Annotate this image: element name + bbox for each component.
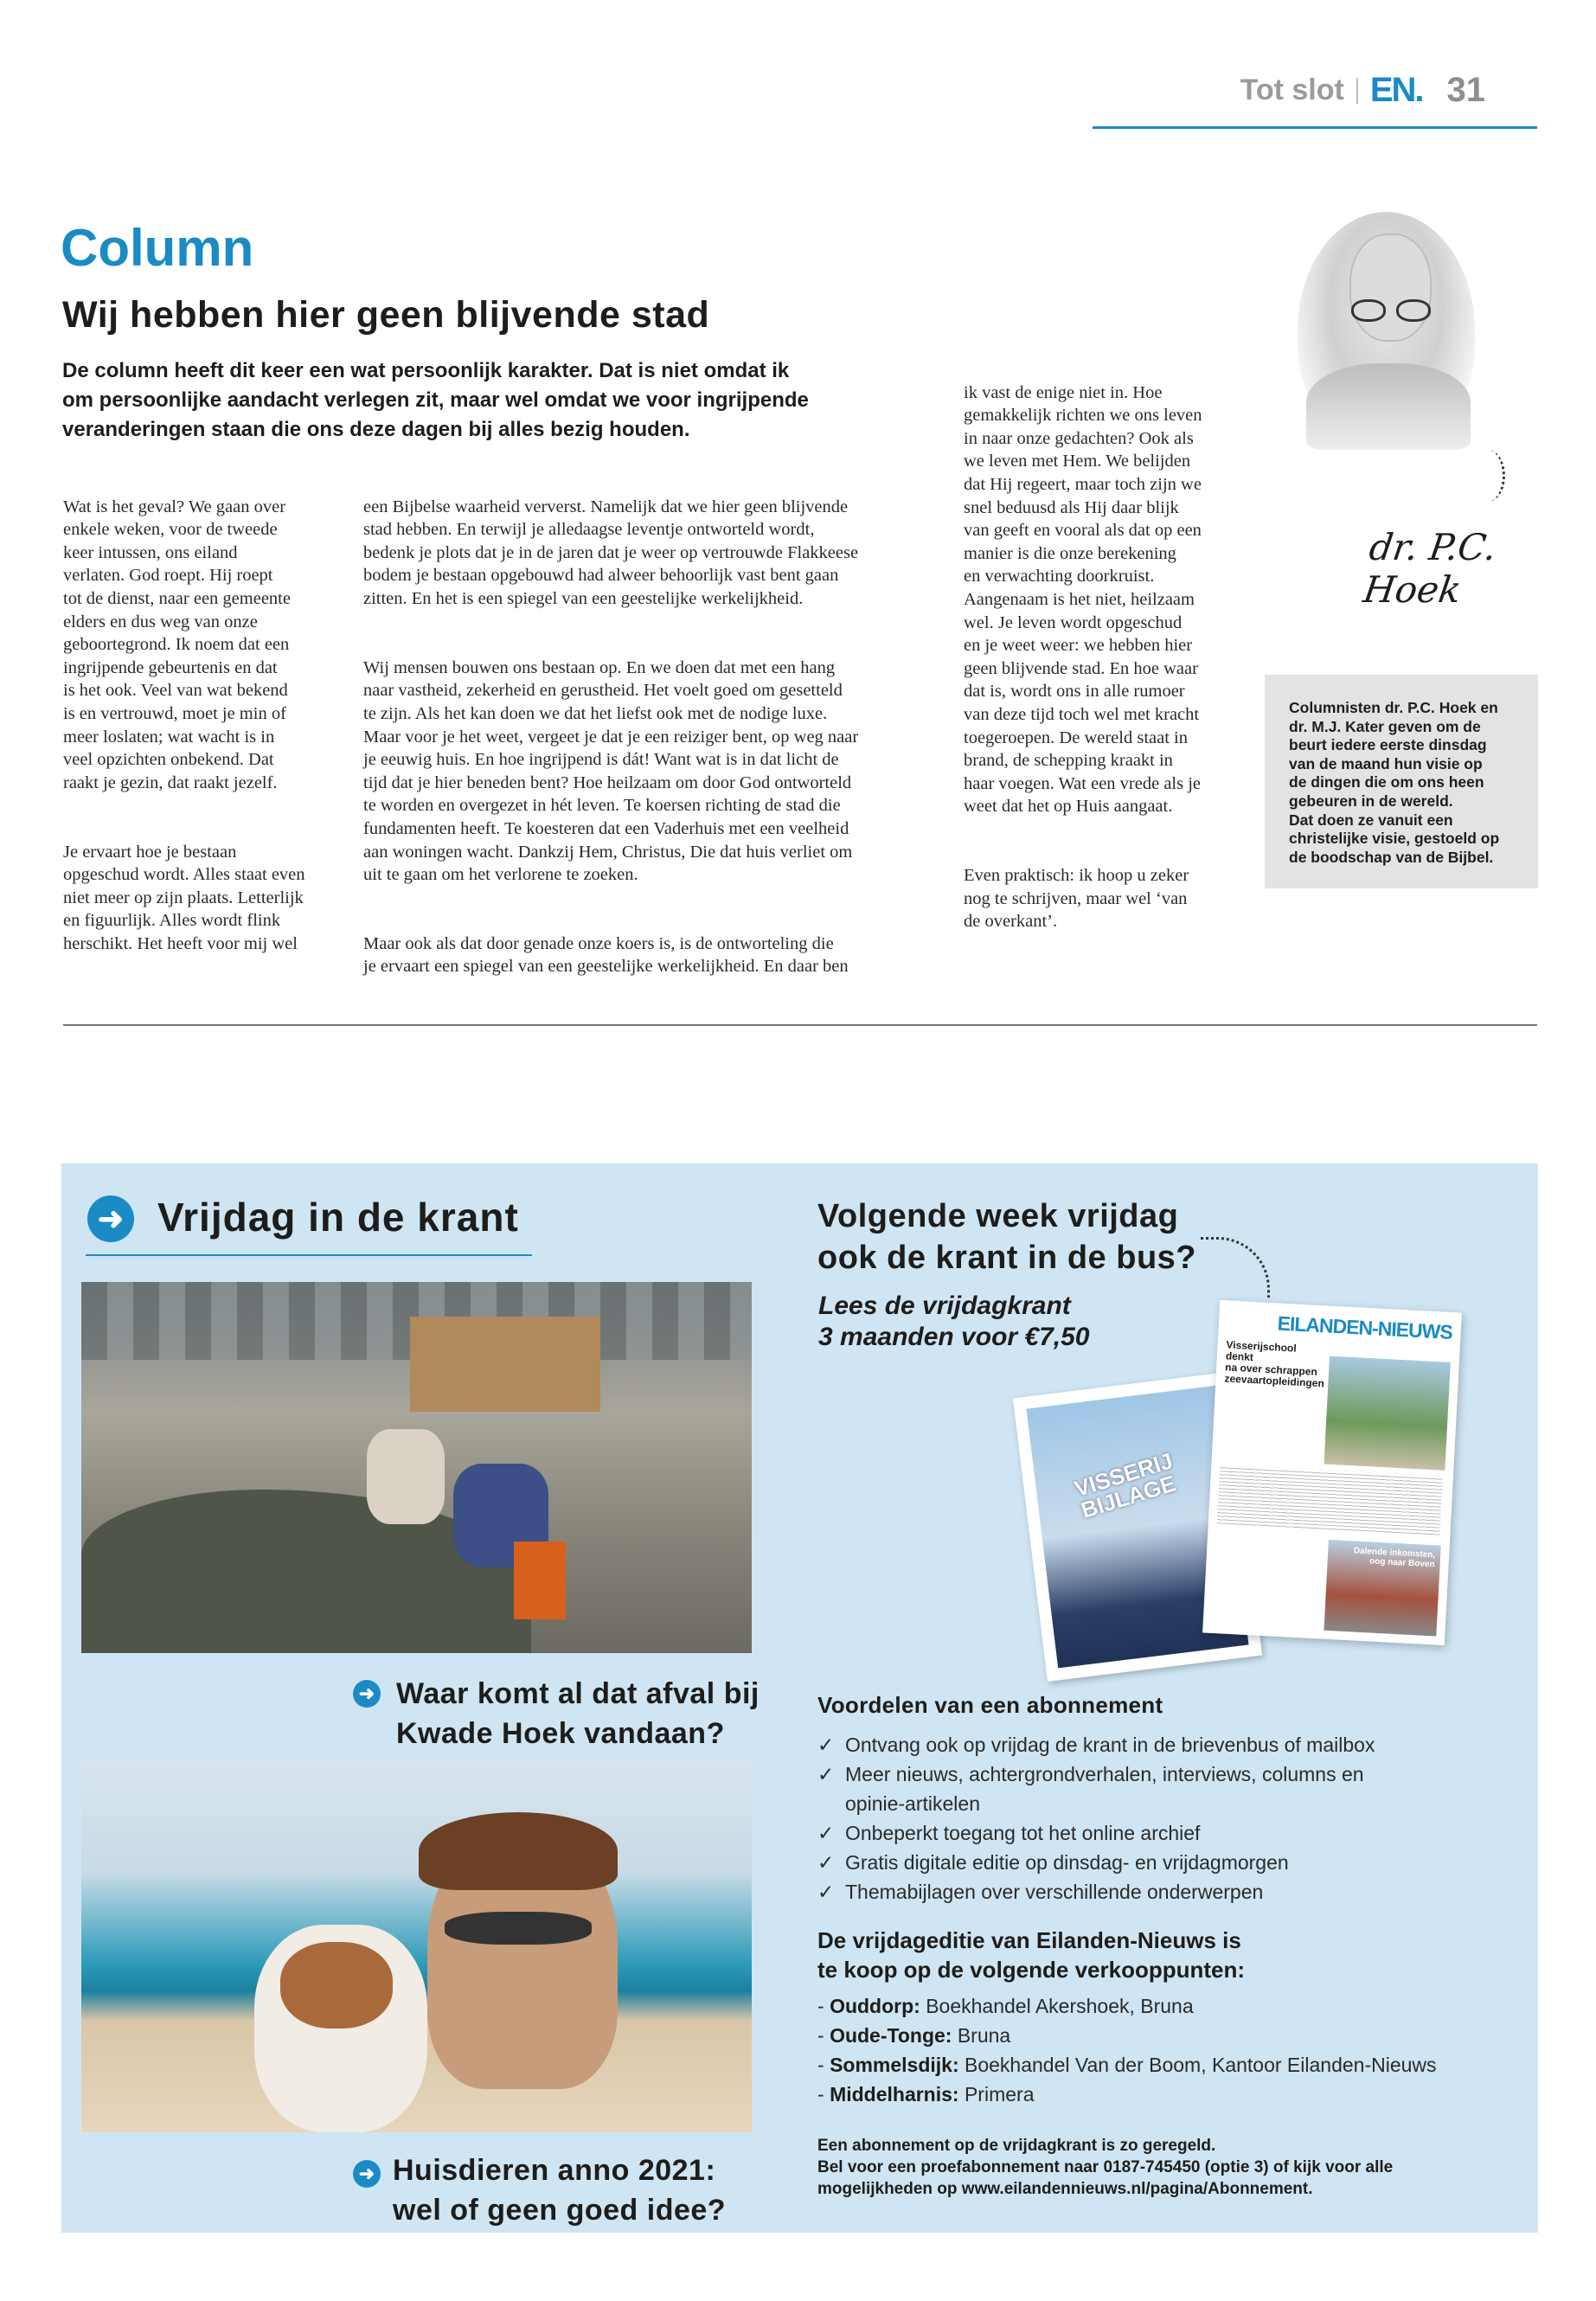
sales-points-list bbox=[817, 1991, 1437, 2109]
newspaper-masthead: EILANDEN-NIEUWS bbox=[1277, 1311, 1453, 1344]
page-header bbox=[1240, 71, 1485, 110]
photo-nets-waste[interactable] bbox=[81, 1282, 752, 1653]
newspaper-front-image bbox=[1202, 1300, 1462, 1645]
paragraph: Maar ook als dat door genade onze koers is, is de ontworteling die je ervaart een spiegel van een geestelijke werkelijkheid. En daar ben bbox=[363, 933, 849, 977]
article-title: Wij hebben hier geen blijvende stad bbox=[62, 294, 710, 336]
arrow-right-icon: ➜ bbox=[353, 1680, 381, 1708]
newspaper-teaser: Dalende inkomsten, oog naar Boven bbox=[1353, 1546, 1436, 1570]
list-item: ✓ Themabijlagen over verschillende onderwerpen bbox=[817, 1877, 1375, 1907]
list-item: ✓ Ontvang ook op vrijdag de krant in de brievenbus of mailbox bbox=[817, 1730, 1375, 1759]
check-icon: ✓ bbox=[817, 1734, 835, 1756]
list-item: ✓ Gratis digitale editie op dinsdag- en vrijdagmorgen bbox=[817, 1848, 1375, 1877]
subscription-footer: Een abonnement op de vrijdagkrant is zo geregeld. Bel voor een proefabonnement naar 0187-745450 (optie 3) of kijk voor alle mogelijkheden op www.eilandennieuws.nl/pagina/Abonnement. bbox=[817, 2137, 1394, 2198]
portrait-suit bbox=[1306, 363, 1471, 450]
page-number: 31 bbox=[1446, 71, 1485, 109]
list-item: - Sommelsdijk: Boekhandel Van der Boom, Kantoor Eilanden-Nieuws bbox=[817, 2054, 1437, 2076]
portrait-face bbox=[1349, 234, 1432, 342]
arrow-right-icon: ➜ bbox=[87, 1195, 134, 1242]
section-divider bbox=[63, 1024, 1537, 1026]
article-column-1 bbox=[63, 472, 349, 1002]
benefits-title: Voordelen van een abonnement bbox=[817, 1692, 1163, 1718]
article-column-2 bbox=[363, 472, 934, 1024]
list-item: ✓ Onbeperkt toegang tot het online archief bbox=[817, 1818, 1375, 1848]
header-separator bbox=[1356, 78, 1358, 104]
article-column-3 bbox=[964, 358, 1249, 979]
check-icon: ✓ bbox=[817, 1822, 835, 1844]
check-icon: ✓ bbox=[817, 1763, 835, 1785]
paragraph: Je ervaart hoe je bestaan opgeschud wordt. Alles staat even niet meer op zijn plaats. Letterlijk en figuurlijk. Alles wordt flink herschikt. Het heeft voor mij wel bbox=[63, 842, 305, 953]
check-icon: ✓ bbox=[817, 1881, 835, 1903]
portrait-glasses bbox=[1351, 299, 1431, 322]
caption-link-pets[interactable]: Huisdieren anno 2021: wel of geen goed idee? bbox=[393, 2154, 727, 2227]
dotted-curve-decoration bbox=[1471, 450, 1505, 502]
caption-link-waste[interactable]: Waar komt al dat afval bij Kwade Hoek vandaan? bbox=[396, 1677, 760, 1750]
article-intro: De column heeft dit keer een wat persoonlijk karakter. Dat is niet omdat ik om persoonlijke aandacht verlegen zit, maar wel omdat we voor ingrijpende veranderingen staan die ons deze dagen bij alles bezig houden. bbox=[62, 359, 809, 441]
list-item: - Middelharnis: Primera bbox=[817, 2083, 1035, 2106]
supplement-label: VISSERIJ BIJLAGE bbox=[1071, 1447, 1179, 1524]
article-kicker: Column bbox=[61, 219, 254, 277]
sales-points-title: De vrijdageditie van Eilanden-Nieuws is te koop op de volgende verkooppunten: bbox=[817, 1927, 1246, 1983]
promo-left-title: Vrijdag in de krant bbox=[157, 1195, 519, 1240]
list-item: - Ouddorp: Boekhandel Akershoek, Bruna bbox=[817, 1995, 1194, 2017]
paragraph: een Bijbelse waarheid ververst. Namelijk dat we hier geen blijvende stad hebben. En terwijl je alledaagse leventje ontworteld wordt, bedenk je plots dat je in de jaren dat je weer op vertrouwde Flakkeese bodem je bestaan opgebouwd had alweer behoorlijk vast bent gaan zitten. En het is een spiegel van een geestelijke werkelijkheid. bbox=[363, 497, 859, 608]
paragraph: Wat is het geval? We gaan over enkele weken, voor de tweede keer intussen, ons eiland verlaten. God roept. Hij roept tot de dienst, naar een gemeente elders en dus weg van onze geboortegrond. Ik noem dat een ingrijpende gebeurtenis en dat is het ook. Veel van wat bekend is en vertrouwd, moet je min of meer loslaten; wat wacht is in veel opzichten onbekend. Dat raakt je gezin, dat raakt jezelf. bbox=[63, 497, 291, 792]
author-signature: dr. P.C. Hoek bbox=[1361, 526, 1500, 611]
list-item: - Oude-Tonge: Bruna bbox=[817, 2024, 1011, 2047]
columnists-infobox: Columnisten dr. P.C. Hoek en dr. M.J. Kater geven om de beurt iedere eerste dinsdag van de maand hun visie op de dingen die om ons heen gebeuren in de wereld. Dat doen ze vanuit een christelijke visie, gestoeld op de boodschap van de Bijbel. bbox=[1265, 675, 1538, 888]
title-underline bbox=[86, 1254, 532, 1256]
paragraph: ik vast de enige niet in. Hoe gemakkelijk richten we ons leven in naar onze gedachten? Ook als we leven met Hem. We belijden dat Hij regeert, maar toch zijn we snel beduusd als Hij daar blijk van geeft en vooral als dat op een manier is die onze berekening en verwachting doorkruist. Aangenaam is het niet, heilzaam wel. Je leven wordt opgeschud en je weet weer: we hebben hier geen blijvende stad. En hoe waar dat is, wordt ons in alle rumoer van deze tijd toch wel met kracht toegeroepen. De wereld staat in brand, de schepping kraakt in haar voegen. Wat een vrede als je weet dat het op Huis aangaat. bbox=[964, 382, 1202, 817]
arrow-right-icon: ➜ bbox=[353, 2160, 381, 2188]
check-icon: ✓ bbox=[817, 1851, 835, 1874]
section-label: Tot slot bbox=[1240, 74, 1344, 106]
list-item: ✓ Meer nieuws, achtergrondverhalen, interviews, columns en opinie-artikelen bbox=[817, 1759, 1375, 1818]
promo-right-title: Volgende week vrijdag ook de krant in de bus? bbox=[817, 1198, 1196, 1276]
header-rule bbox=[1093, 126, 1537, 129]
photo-boy-with-dog[interactable] bbox=[81, 1760, 752, 2132]
paragraph: Even praktisch: ik hoop u zeker nog te schrijven, maar wel ‘van de overkant’. bbox=[964, 866, 1189, 932]
newspaper-headline: Visserijschool denkt na over schrappen zeevaartopleidingen bbox=[1224, 1338, 1325, 1390]
publication-logo: EN. bbox=[1369, 71, 1423, 109]
benefits-list bbox=[817, 1730, 1375, 1907]
paragraph: Wij mensen bouwen ons bestaan op. En we doen dat met een hang naar vastheid, zekerheid en gerustheid. Het voelt goed om gesetteld te zijn. Als het kan doen we dat het liefst ook met de nodige luxe. Maar voor je het weet, vergeet je dat je een reiziger bent, op weg naar je eeuwig huis. En hoe ingrijpend is dát! Want wat is in dat licht de tijd dat je hier beneden bent? Hoe heilzaam om door God ontworteld te worden en overgezet in hét leven. Te koersen richting de stad die fundamenten heeft. Te koesteren dat een Vaderhuis met een veelheid aan woningen wacht. Dankzij Hem, Christus, Die dat huis verliet om uit te gaan om het verlorene te zoeken. bbox=[363, 657, 859, 885]
promo-offer: Lees de vrijdagkrant 3 maanden voor €7,50 bbox=[818, 1292, 1090, 1351]
